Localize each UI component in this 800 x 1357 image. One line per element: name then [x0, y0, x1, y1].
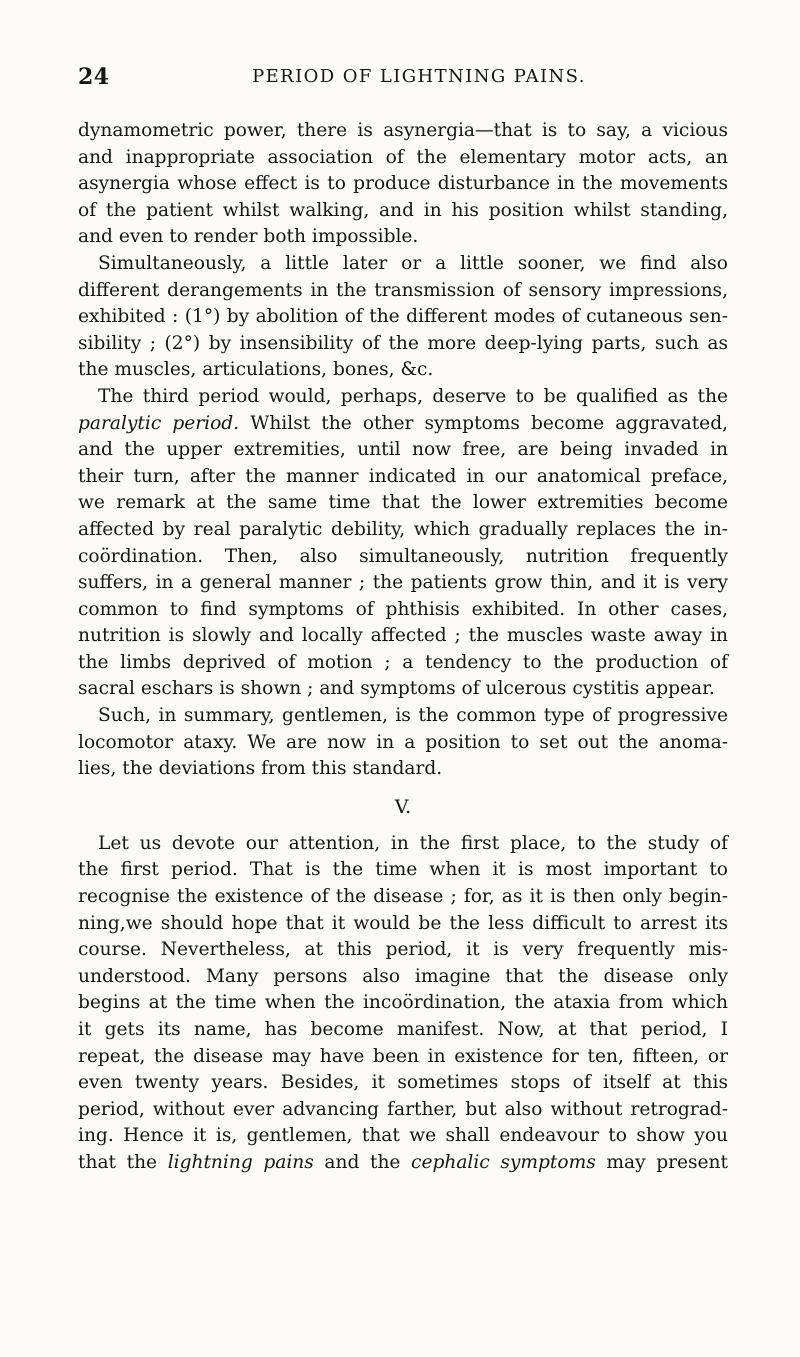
text-line: and inappropriate association of the elementary motor acts, an	[78, 146, 728, 168]
italic-term: paralytic period.	[78, 412, 240, 434]
text-line: nutrition is slowly and locally affected ; the muscles waste away in	[78, 625, 728, 647]
text-line: begins at the time when the incoördination, the ataxia from which	[78, 992, 728, 1014]
text-line: and even to render both impossible.	[78, 226, 419, 248]
text-line: different derangements in the transmission of sensory impressions,	[78, 279, 728, 301]
paragraph-asynergia	[78, 118, 728, 251]
text-line: suffers, in a general manner ; the patients grow thin, and it is very	[78, 572, 728, 594]
italic-term: lightning pains	[167, 1151, 314, 1173]
text-line: affected by real paralytic debility, which gradually replaces the in-	[78, 518, 728, 540]
text-line: it gets its name, has become manifest. Now, at that period, I	[78, 1019, 728, 1040]
text-line: even twenty years. Besides, it sometimes stops of itself at this	[78, 1072, 728, 1094]
text-line: period, without ever advancing farther, but also without retrograd-	[78, 1098, 728, 1120]
text-line: locomotor ataxy. We are now in a position to set out the anoma-	[78, 731, 728, 753]
running-head: PERIOD OF LIGHTNING PAINS.	[252, 66, 586, 87]
text-line: ning,we should hope that it would be the less difficult to arrest its	[78, 912, 728, 934]
text-line: sibility ; (2°) by insensibility of the more deep-lying parts, such as	[78, 332, 728, 354]
text-line: lies, the deviations from this standard.	[78, 758, 443, 780]
text-line: their turn, after the manner indicated in our anatomical preface,	[78, 465, 728, 487]
text-line: repeat, the disease may have been in existence for ten, fifteen, or	[78, 1045, 728, 1067]
paragraph-sensory-derangements	[78, 251, 728, 384]
text-line	[78, 1150, 728, 1177]
page-number: 24	[78, 64, 110, 90]
text-line: understood. Many persons also imagine that the disease only	[78, 965, 728, 987]
text-line: the first period. That is the time when it is most important to	[78, 859, 728, 881]
text-line: Let us devote our attention, in the first place, to the study of	[98, 832, 728, 854]
page-header	[78, 64, 728, 96]
text-line: the muscles, articulations, bones, &c.	[78, 359, 434, 381]
text-line: and the upper extremities, until now free, are being invaded in	[78, 439, 728, 461]
text-span: may present	[595, 1151, 728, 1173]
text-line: The third period would, perhaps, deserve to be qualified as the	[98, 385, 728, 407]
text-line: course. Nevertheless, at this period, it is very frequently mis-	[78, 939, 728, 961]
text-line: the limbs deprived of motion ; a tendency to the production of	[78, 651, 728, 673]
text-line: coördination. Then, also simultaneously, nutrition frequently	[78, 545, 728, 567]
text-line: of the patient whilst walking, and in his position whilst standing,	[78, 199, 728, 221]
paragraph-summary	[78, 703, 728, 783]
body-text	[78, 118, 728, 1177]
text-line: Such, in summary, gentlemen, is the common type of progressive	[98, 705, 728, 727]
text-span: that the	[78, 1151, 168, 1173]
text-line: Simultaneously, a little later or a little sooner, we find also	[98, 252, 728, 274]
text-line: asynergia whose effect is to produce disturbance in the movements	[78, 173, 728, 195]
text-line: sacral eschars is shown ; and symptoms of ulcerous cystitis appear.	[78, 678, 715, 700]
text-line: dynamometric power, there is asynergia—that is to say, a vicious	[78, 120, 728, 141]
paragraph-third-period	[78, 384, 728, 703]
text-line: we remark at the same time that the lower extremities become	[78, 492, 728, 514]
text-line: exhibited : (1°) by abolition of the different modes of cutaneous sen-	[78, 306, 728, 328]
section-heading: V.	[394, 795, 412, 818]
paragraph-first-period	[78, 831, 728, 1177]
text-line	[78, 411, 728, 438]
text-line: ing. Hence it is, gentlemen, that we shall endeavour to show you	[78, 1125, 728, 1147]
italic-term: cephalic symptoms	[411, 1151, 596, 1173]
text-span: Whilst the other symptoms become aggravated,	[239, 412, 729, 434]
text-line: recognise the existence of the disease ; for, as it is then only begin-	[78, 886, 728, 908]
text-line: common to find symptoms of phthisis exhibited. In other cases,	[78, 598, 728, 620]
text-span: and the	[313, 1151, 412, 1173]
